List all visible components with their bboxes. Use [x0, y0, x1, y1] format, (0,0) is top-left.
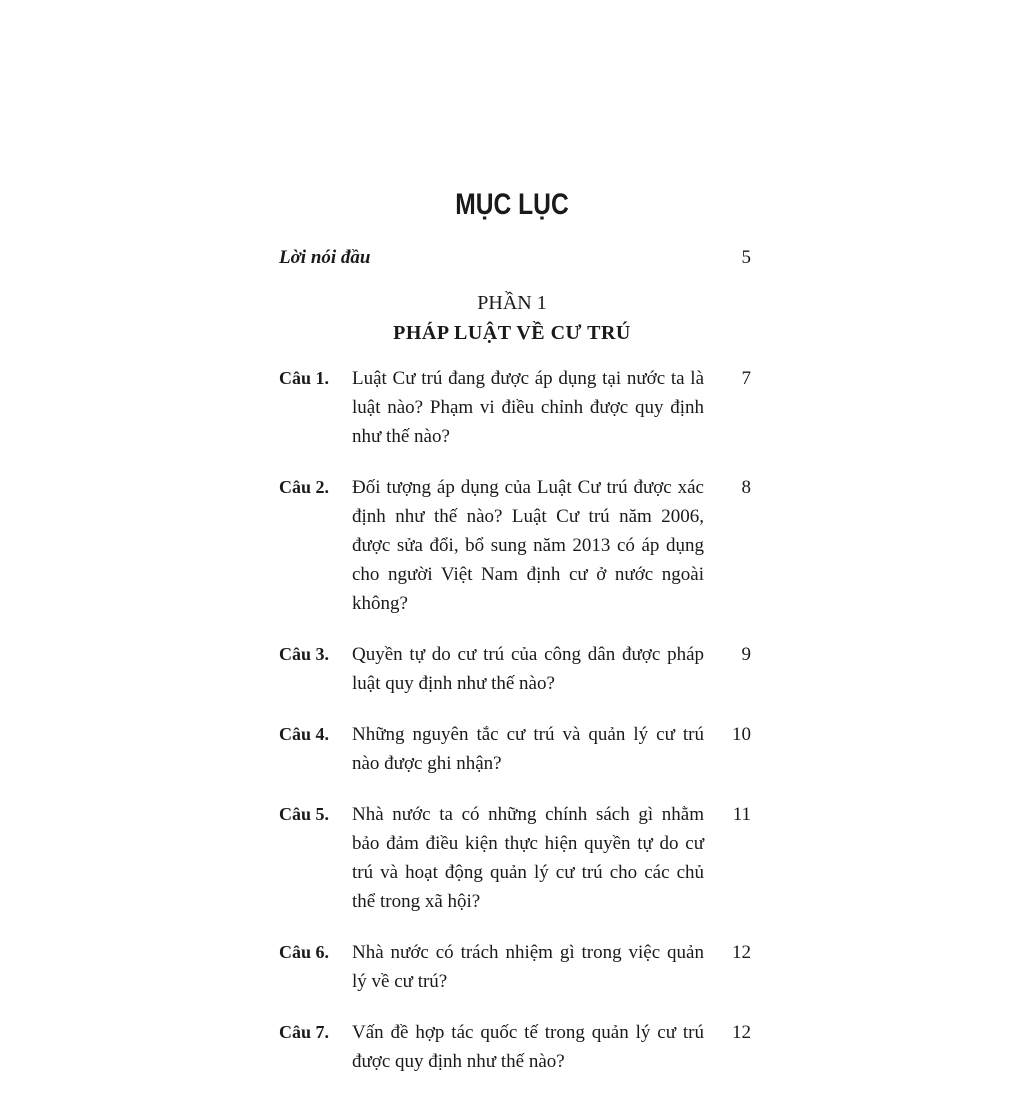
question-number: Câu 3. [279, 644, 330, 664]
toc-preface-row [279, 247, 751, 275]
preface-page-number: 5 [741, 247, 751, 268]
question-number: Câu 2. [279, 477, 330, 497]
toc-entry [279, 364, 753, 451]
page-number: 12 [732, 1022, 751, 1043]
question-text: Quyền tự do cư trú của công dân được pháp luật quy định như thế nào? [352, 644, 704, 694]
question-number: Câu 7. [279, 1022, 330, 1042]
question-text: Nhà nước có trách nhiệm gì trong việc quản lý về cư trú? [352, 942, 704, 992]
preface-label: Lời nói đầu [279, 247, 371, 268]
page-number: 12 [732, 942, 751, 963]
question-text: Luật Cư trú đang được áp dụng tại nước ta là luật nào? Phạm vi điều chỉnh được quy định như thế nào? [352, 368, 704, 447]
toc-entry [279, 1018, 753, 1076]
toc-entry [279, 640, 753, 698]
question-text: Vấn đề hợp tác quốc tế trong quản lý cư trú được quy định như thế nào? [352, 1022, 704, 1072]
toc-entry [279, 800, 753, 916]
question-number: Câu 4. [279, 724, 330, 744]
question-text: Những nguyên tắc cư trú và quản lý cư trú nào được ghi nhận? [352, 724, 704, 774]
toc-entry [279, 720, 753, 778]
page-number: 11 [732, 804, 751, 825]
question-number: Câu 5. [279, 804, 330, 824]
question-number: Câu 1. [279, 368, 330, 388]
page-number: 7 [741, 368, 751, 389]
part-title: PHÁP LUẬT VỀ CƯ TRÚ [393, 322, 631, 344]
question-text: Nhà nước ta có những chính sách gì nhằm bảo đảm điều kiện thực hiện quyền tự do cư trú và hoạt động quản lý cư trú cho các chủ thể trong xã hội? [352, 804, 704, 912]
toc-entry [279, 473, 753, 618]
question-number: Câu 6. [279, 942, 330, 962]
page-number: 9 [741, 644, 751, 665]
page-title: MỤC LỤC [455, 188, 569, 221]
toc-list [279, 364, 753, 1098]
toc-entry [279, 938, 753, 996]
page-number: 8 [741, 477, 751, 498]
page-number: 10 [732, 724, 751, 745]
question-text: Đối tượng áp dụng của Luật Cư trú được xác định như thế nào? Luật Cư trú năm 2006, được sửa đổi, bổ sung năm 2013 có áp dụng cho người Việt Nam định cư ở nước ngoài không? [352, 477, 704, 614]
part-label: PHẦN 1 [477, 292, 547, 314]
